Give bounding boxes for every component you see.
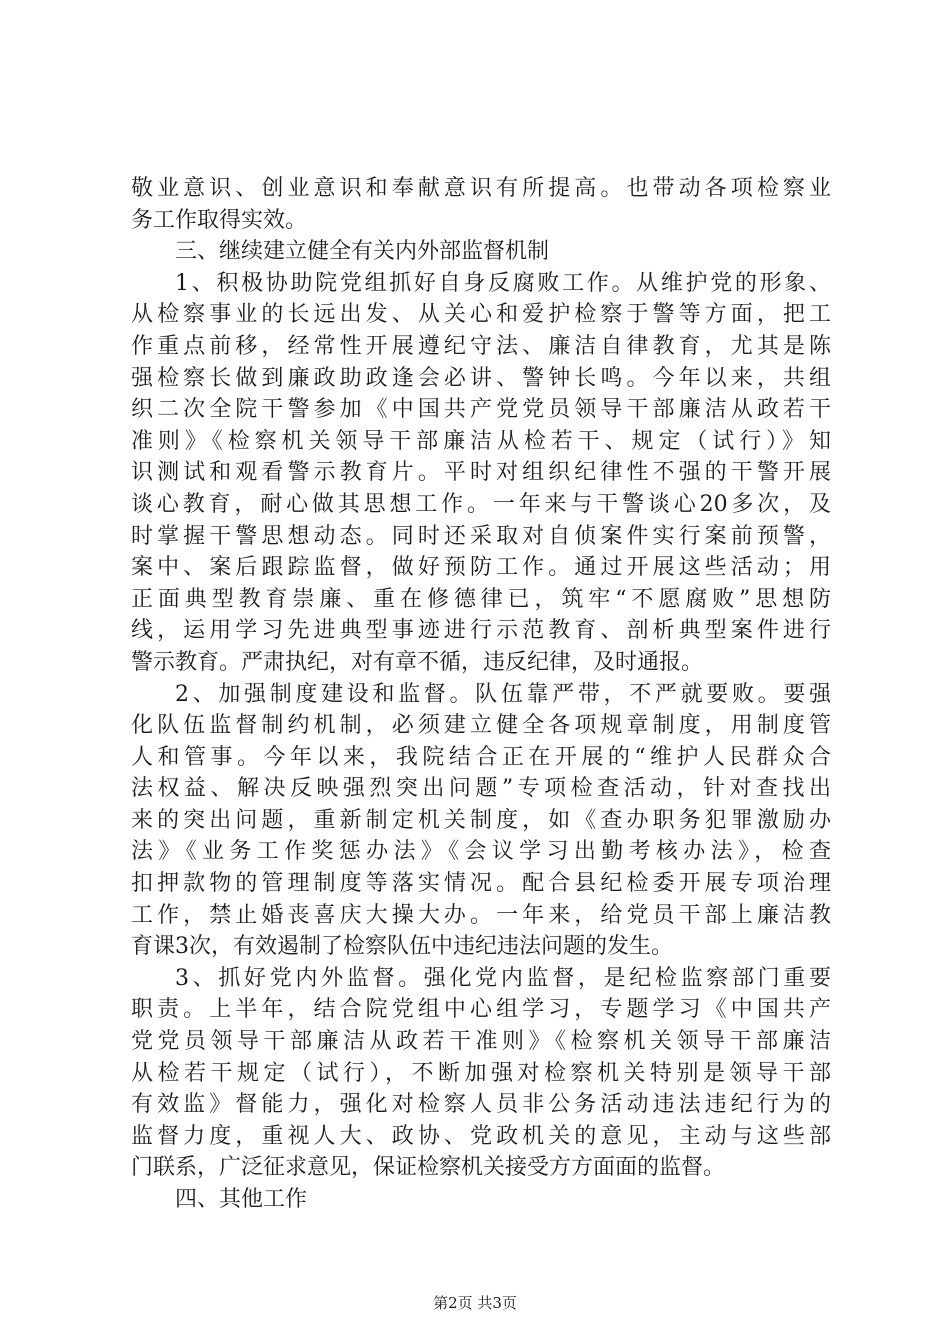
document-body bbox=[131, 173, 831, 1216]
text-line: 人和管事。今年以来，我院结合正在开展的“维护人民群众合 bbox=[131, 744, 831, 770]
text-line: 谈心教育，耐心做其思想工作。一年来与干警谈心20多次，及 bbox=[131, 491, 831, 517]
text-line: 育课3次，有效遏制了检察队伍中违纪违法问题的发生。 bbox=[131, 934, 673, 960]
text-line: 党党员领导干部廉洁从政若干准则》《检察机关领导干部廉洁 bbox=[131, 1029, 831, 1055]
text-line: 线，运用学习先进典型事迹进行示范教育、剖析典型案件进行 bbox=[131, 618, 831, 644]
section-heading: 三、继续建立健全有关内外部监督机制 bbox=[175, 239, 550, 265]
text-line: 时掌握干警思想动态。同时还采取对自侦案件实行案前预警， bbox=[131, 523, 831, 549]
text-line: 正面典型教育崇廉、重在修德律已，筑牢“不愿腐败”思想防 bbox=[131, 586, 831, 612]
text-line: 强检察长做到廉政助政逢会必讲、警钟长鸣。今年以来，共组 bbox=[131, 365, 831, 391]
text-line: 3、抓好党内外监督。强化党内监督，是纪检监察部门重要 bbox=[175, 965, 831, 991]
text-line: 从检察事业的长远出发、从关心和爱护检察于警等方面，把工 bbox=[131, 302, 831, 328]
page-footer: 第2页 共3页 bbox=[433, 1294, 517, 1312]
text-line: 案中、案后跟踪监督，做好预防工作。通过开展这些活动；用 bbox=[131, 555, 831, 581]
text-line: 1、积极协助院党组抓好自身反腐败工作。从维护党的形象、 bbox=[175, 270, 831, 296]
text-line: 务工作取得实效。 bbox=[131, 207, 308, 233]
text-line: 监督力度，重视人大、政协、党政机关的意见，主动与这些部 bbox=[131, 1123, 831, 1149]
text-line: 来的突出问题，重新制定机关制度，如《查办职务犯罪激励办 bbox=[131, 807, 831, 833]
text-line: 警示教育。严肃执纪，对有章不循，违反纪律，及时通报。 bbox=[131, 649, 704, 675]
text-line: 从检若干规定（试行），不断加强对检察机关特别是领导干部 bbox=[131, 1060, 831, 1086]
text-line: 法》《业务工作奖惩办法》《会议学习出勤考核办法》，检查 bbox=[131, 839, 831, 865]
text-line: 扣押款物的管理制度等落实情况。配合县纪检委开展专项治理 bbox=[131, 871, 831, 897]
text-line: 识测试和观看警示教育片。平时对组织纪律性不强的干警开展 bbox=[131, 460, 831, 486]
text-line: 敬业意识、创业意识和奉献意识有所提高。也带动各项检察业 bbox=[131, 176, 831, 201]
text-line: 法权益、解决反映强烈突出问题”专项检查活动，针对查找出 bbox=[131, 776, 831, 802]
text-line: 织二次全院干警参加《中国共产党党员领导干部廉洁从政若干 bbox=[131, 397, 831, 423]
text-line: 作重点前移，经常性开展遵纪守法、廉洁自律教育，尤其是陈 bbox=[131, 333, 831, 359]
section-heading: 四、其他工作 bbox=[175, 1187, 308, 1212]
text-line: 化队伍监督制约机制，必须建立健全各项规章制度，用制度管 bbox=[131, 713, 831, 739]
text-line: 职责。上半年，结合院党组中心组学习，专题学习《中国共产 bbox=[131, 997, 831, 1023]
text-line: 准则》《检察机关领导干部廉洁从检若干、规定（试行）》知 bbox=[131, 428, 831, 454]
text-line: 有效监》督能力，强化对检察人员非公务活动违法违纪行为的 bbox=[131, 1092, 831, 1118]
text-line: 2、加强制度建设和监督。队伍靠严带，不严就要败。要强 bbox=[175, 681, 831, 707]
text-line: 工作，禁止婚丧喜庆大操大办。一年来，给党员干部上廉洁教 bbox=[131, 902, 831, 928]
text-line: 门联系，广泛征求意见，保证检察机关接受方方面面的监督。 bbox=[131, 1155, 726, 1181]
